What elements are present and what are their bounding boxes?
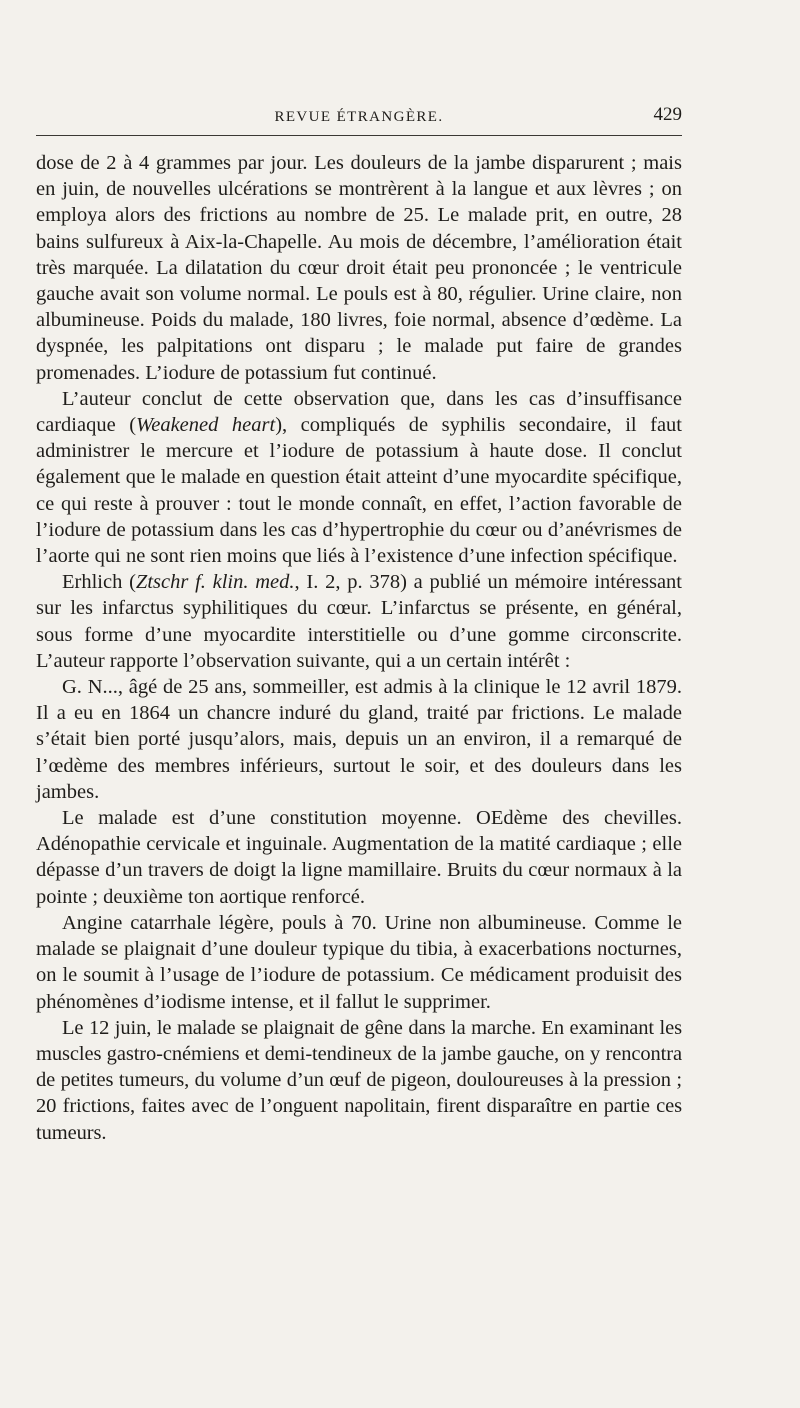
running-title: REVUE ÉTRANGÈRE. bbox=[274, 109, 444, 125]
paragraph: dose de 2 à 4 grammes par jour. Les douleurs de la jambe disparurent ; mais en juin, de nouvelles ulcérations se montrèrent à la langue et aux lèvres ; on employa alors des frictions au nombre de 25. Le malade prit, en outre, 28 bains sulfureux à Aix-la-Chapelle. Au mois de décembre, l’amélioration était très marquée. La dilatation du cœur droit était peu prononcée ; le ventricule gauche avait son volume normal. Le pouls est à 80, régulier. Urine claire, non albumineuse. Poids du malade, 180 livres, foie normal, absence d’œdème. La dyspnée, les palpitations ont disparu ; le malade put faire de grandes promenades. L’iodure de potassium fut continué. bbox=[36, 152, 682, 384]
article-body bbox=[36, 150, 682, 1146]
journal-citation: Ztschr f. klin. med. bbox=[135, 571, 295, 594]
paragraph: G. N..., âgé de 25 ans, sommeiller, est admis à la clinique le 12 avril 1879. Il a eu en 1864 un chancre induré du gland, traité par frictions. Le malade s’était bien porté jusqu’alors, mais, depuis un an environ, il a remarqué de l’œdème des membres inférieurs, surtout le soir, et des douleurs dans les jambes. bbox=[36, 676, 682, 803]
paragraph: Le 12 juin, le malade se plaignait de gêne dans la marche. En examinant les muscles gastro-cnémiens et demi-tendineux de la jambe gauche, on y rencontra de petites tumeurs, du volume d’un œuf de pigeon, douloureuses à la pression ; 20 frictions, faites avec de l’onguent napolitain, firent disparaître en partie ces tumeurs. bbox=[36, 1016, 682, 1144]
paragraph: Angine catarrhale légère, pouls à 70. Urine non albumineuse. Comme le malade se plaignait d’une douleur typique du tibia, à exacerbations nocturnes, on le soumit à l’usage de l’iodure de potassium. Ce médicament produisit des phénomènes d’iodisme intense, et il fallut le supprimer. bbox=[36, 911, 682, 1013]
page-header bbox=[36, 103, 682, 137]
paragraph bbox=[36, 569, 682, 674]
header-rule bbox=[36, 135, 682, 136]
paragraph: Le malade est d’une constitution moyenne. OEdème des chevilles. Adénopathie cervicale et inguinale. Augmentation de la matité cardiaque ; elle dépasse d’un travers de doigt la ligne mamillaire. Bruits du cœur normaux à la pointe ; deuxième ton aortique renforcé. bbox=[36, 807, 682, 908]
paragraph-text: Erhlich ( bbox=[62, 571, 136, 594]
paragraph bbox=[36, 386, 682, 569]
paragraph-text: ), compliqués de syphilis secondaire, il faut administrer le mercure et l’iodure de potassium à haute dose. Il conclut également que le malade en question était atteint d’une myocardite spécifique, ce qui reste à prouver : tout le monde connaît, en effet, l’action favorable de l’iodure de potassium dans les cas d’hypertrophie du cœur ou d’anévrismes de l’aorte qui ne sont rien moins que liés à l’existence d’une infection spécifique. bbox=[36, 414, 683, 568]
page-number: 429 bbox=[653, 104, 682, 125]
italic-term: Weakened heart bbox=[136, 414, 276, 437]
paragraph-text: , I. 2, p. 378) a publié un mémoire intéressant sur les infarctus syphilitiques du cœur. L’infarctus se présente, en général, sous forme d’une myocardite interstitielle ou d’une gomme circonscrite. L’auteur rapporte l’observation suivante, qui a un certain intérêt : bbox=[36, 571, 682, 672]
paragraph-text: L’auteur conclut de cette observation que, dans les cas d’insuffisance cardiaque ( bbox=[36, 387, 682, 437]
